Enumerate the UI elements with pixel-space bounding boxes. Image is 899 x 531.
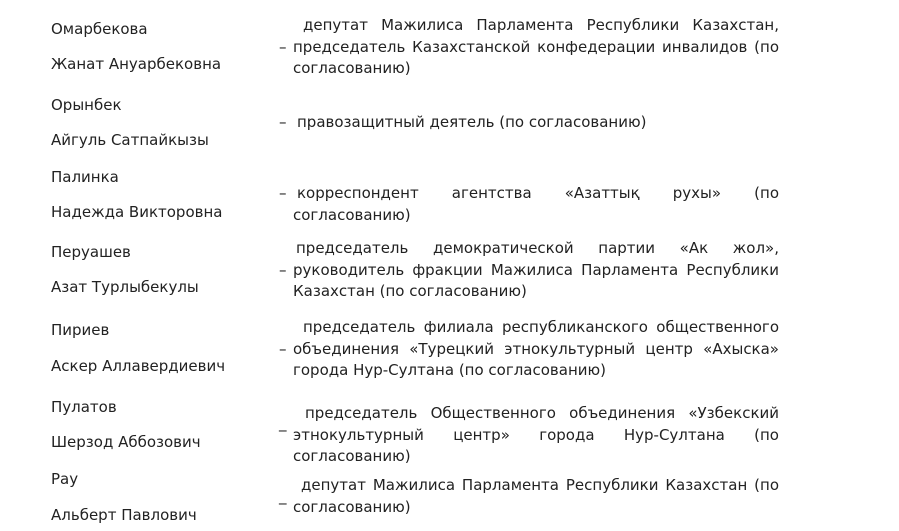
dash-separator: – — [279, 38, 287, 56]
member-surname: Рау — [51, 470, 79, 488]
member-surname: Омарбекова — [51, 20, 148, 38]
member-surname: Пулатов — [51, 398, 117, 416]
member-description: депутат Мажилиса Парламента Республики Казахстан (по согласованию) — [293, 476, 779, 516]
member-description: корреспондент агентства «Азаттық рухы» (по согласованию) — [293, 184, 779, 224]
member-given-names: Айгуль Сатпайкызы — [51, 131, 209, 149]
member-given-names: Шерзод Аббозович — [51, 433, 201, 451]
member-given-names: Аскер Аллавердиевич — [51, 357, 226, 375]
member-surname: Палинка — [51, 168, 119, 186]
member-given-names: Жанат Ануарбековна — [51, 55, 222, 73]
member-surname: Орынбек — [51, 96, 122, 114]
member-given-names: Альберт Павлович — [51, 506, 197, 524]
member-given-names: Надежда Викторовна — [51, 203, 223, 221]
member-description: председатель филиала республиканского общественного объединения «Турецкий этнокультурный центр «Ахыска» города Нур-Султана (по согласованию) — [293, 318, 779, 379]
dash-separator: – — [279, 184, 287, 202]
dash-separator: _ — [279, 414, 287, 432]
member-description: депутат Мажилиса Парламента Республики Казахстан, председатель Казахстанской конфедерации инвалидов (по согласованию) — [293, 16, 779, 77]
member-description: председатель демократической партии «Ак жол», руководитель фракции Мажилиса Парламента Республики Казахстан (по согласованию) — [293, 239, 779, 300]
member-surname: Пириев — [51, 321, 110, 339]
dash-separator: – — [279, 113, 287, 131]
member-given-names: Азат Турлыбекулы — [51, 278, 199, 296]
member-description: председатель Общественного объединения «Узбекский этнокультурный центр» города Нур-Султана (по согласованию) — [293, 404, 779, 465]
dash-separator: – — [279, 340, 287, 358]
dash-separator: – — [279, 261, 287, 279]
dash-separator: _ — [279, 487, 287, 505]
member-surname: Перуашев — [51, 243, 131, 261]
member-description: правозащитный деятель (по согласованию) — [297, 113, 647, 131]
